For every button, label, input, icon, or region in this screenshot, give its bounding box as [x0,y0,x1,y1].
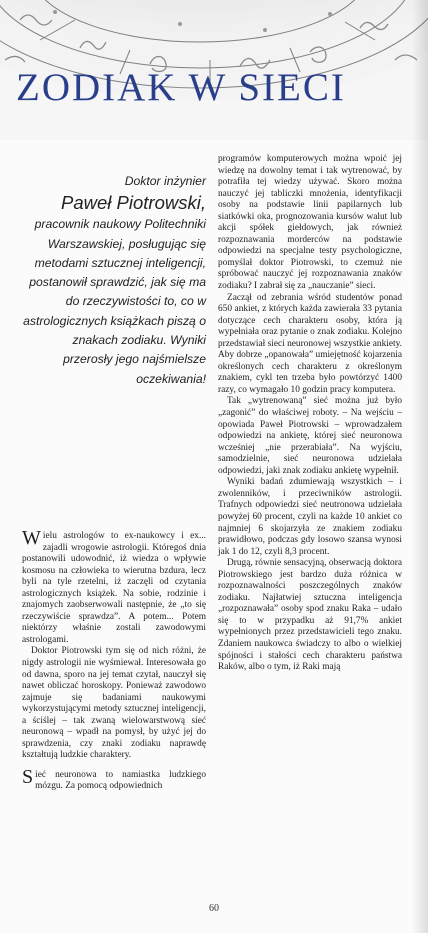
paragraph: Zaczął od zebrania wśród studentów ponad 650 ankiet, z których każda zawierała 33 pytania dotyczące cech charakteru osoby, która ją wypełniała oraz pytanie o znak zodiaku. Kolejno przedstawiał sieci neuronowej wszystkie ankiety. Aby dobrze „opanowała” umiejętność kojarzenia określonych cech charakteru z określonym znakiem, cykl ten trzeba było powtórzyć 1400 razy, co wymagało 10 godzin pracy komputera. [218,292,402,395]
lead-author: Paweł Piotrowski, [61,192,206,214]
lead-body: pracownik naukowy Politechniki Warszawskiej, posługując się metodami sztucznej inteligencji, postanowił sprawdzić, jak się ma do rzeczywistości to, co w astrologicznych książkach piszą o znakach zodiaku. Wyniki przerosły jego najśmielsze oczekiwania! [23,217,206,386]
paragraph: Drugą, równie sensacyjną, obserwacją doktora Piotrowskiego jest bardzo duża różnica w rozpoznawalności poszczególnych znaków zodiaku. Najłatwiej sztuczna inteligencja „rozpoznawała” osoby spod znaku Raka – udało się to w przypadku aż 91,7% ankiet wypełnionych przez przedstawicieli tego znaku. Zdaniem naukowca świadczy to albo o wielkiej spójności i stałości cech charakteru państwa Raków, albo o tym, iż Raki mają [218,558,402,673]
paragraph-text: ieć neuronowa to namiastka ludzkiego mózgu. Za pomocą odpowiednich [35,769,206,792]
paragraph: Wyniki badań zdumiewają wszystkich – i zwolenników, i przeciwników astrologii. Trafnych odpowiedzi sieć neutronowa udzielała powyżej 60 procent, czyli na każde 10 ankiet co najmniej 6 skojarzyła ze znakiem zodiaku prawidłowo, podczas gdy losowo szansa wynosi jak 1 do 12, czyli 8,3 procent. [218,477,402,557]
page-edge-shadow [412,0,428,933]
drop-cap: S [22,765,34,788]
paragraph: programów komputerowych można wpoić jej wiedzę na dowolny temat i tak wytrenować, by potrafiła tej wiedzy używać. Skoro można nauczyć jej tabliczki mnożenia, identyfikacji osoby na podstawie linii papilarnych lub siatkówki oka, prognozowania kursów walut lub akcji spółek giełdowych, jak również rozpoznawania morderców na podstawie odpowiedzi na specjalne testy psychologiczne, pomyślał doktor Piotrowski, to czemuż nie spróbować nauczyć jej rozpoznawania znaków zodiaku? I zabrał się za „nauczanie” sieci. [218,154,402,292]
drop-cap: W [22,527,41,549]
paragraph [22,765,206,793]
left-column [22,527,206,793]
paragraph: Tak „wytrenowaną” sieć można już było „zagonić” do właściwej roboty. – Na wejściu – opowiada Paweł Piotrowski – wprowadzałem odpowiedzi na ankietę, której sieć neuronowa wcześniej „nie przerabiała”. Na wyjściu, samodzielnie, sieć neuronowa udzielała odpowiedzi, jaki znak zodiaku ankietę wypełnił. [218,396,402,476]
paragraph: Doktor Piotrowski tym się od nich różni, że nigdy astrologii nie wyśmiewał. Interesowała go od dawna, sporo na jej temat czytał, nauczył się nawet obliczać horoskopy. Ponieważ zawodowo zajmuje się badaniami naukowymi wykorzystującymi metody sztucznej inteligencji, a ściślej – tak zwaną wielowarstwową sieć neuronową – wpadł na pomysł, by użyć jej do sprawdzenia, czy znaki zodiaku naprawdę kształtują ludzkie charaktery. [22,646,206,761]
paragraph-text: ielu astrologów to ex-naukowcy i ex... zajadli wrogowie astrologii. Któregoś dnia postanowili udowodnić, iż wiedza o wpływie kosmosu na człowieka to wierutna bzdura, lecz byli na tyle rzetelni, iż zaczęli od czytania astrologicznych książek. Na sobie, rodzinie i znajomych zaobserwowali następnie, że „to się rzeczywiście sprawdza”. A potem... Potem niektórzy właśnie zostali zawodowymi astrologami. [22,531,206,645]
article-title: ZODIAK W SIECI [16,66,346,109]
page-number: 60 [209,903,219,914]
right-column [218,154,402,674]
paragraph [22,527,206,646]
lead-intro: Doktor inżynier [124,174,206,188]
article-lead [20,172,206,389]
